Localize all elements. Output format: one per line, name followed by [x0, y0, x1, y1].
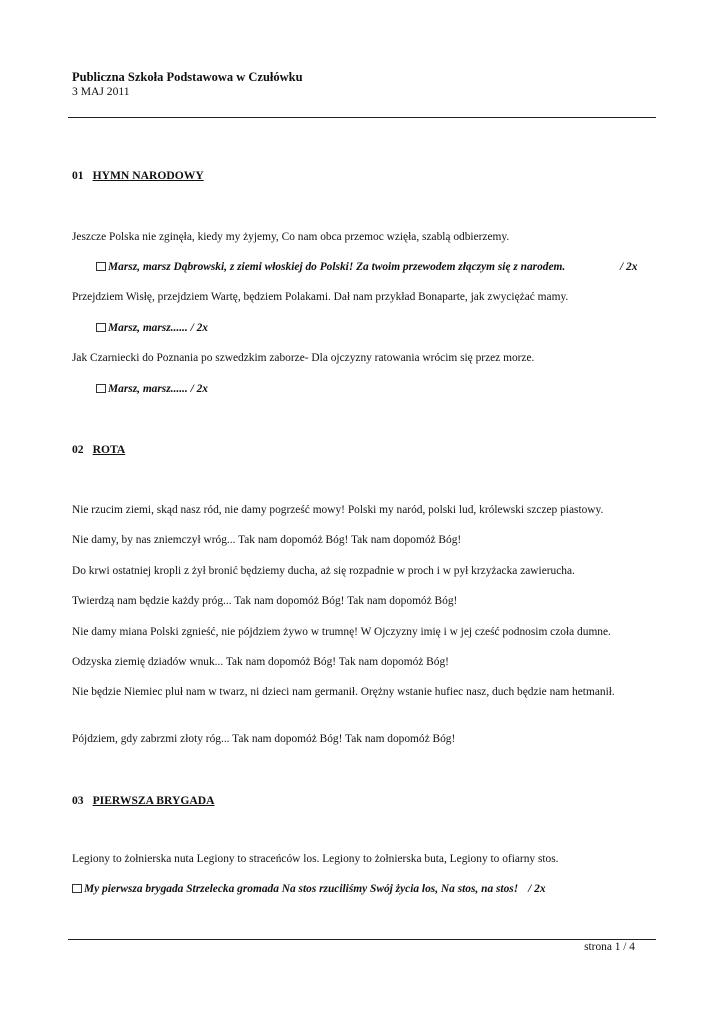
rota-line-1: Nie rzucim ziemi, skąd nasz ród, nie damy pogrześć mowy! Polski my naród, polski lud, królewski szczep piastowy. [72, 504, 604, 516]
rota-line-5: Nie damy miana Polski zgnieść, nie pójdziem żywo w trumnę! W Ojczyzny imię i w jej cześć podnosim czoła dumne. [72, 626, 611, 638]
section-heading-brygada [72, 794, 215, 807]
section-heading-hymn [72, 169, 204, 182]
refrain-repeat: / 2x [528, 883, 546, 895]
hymn-refrain-short-2 [96, 383, 208, 395]
hymn-verse-3: Jak Czarniecki do Poznania po szwedzkim zaborze- Dla ojczyzny ratowania wrócim się przez morze. [72, 352, 535, 364]
section-title: HYMN NARODOWY [92, 169, 204, 182]
rota-line-2: Nie damy, by nas zniemczył wróg... Tak nam dopomóż Bóg! Tak nam dopomóż Bóg! [72, 534, 462, 546]
section-number: 03 [72, 794, 84, 807]
section-title: ROTA [92, 443, 126, 456]
refrain-text: My pierwsza brygada Strzelecka gromada Na stos rzuciliśmy Swój życia los, Na stos, na stos! [84, 883, 519, 895]
hymn-refrain [96, 261, 565, 273]
missing-glyph-icon [72, 884, 82, 893]
brygada-refrain [72, 883, 546, 895]
refrain-text: Marsz, marsz Dąbrowski, z ziemi włoskiej do Polski! Za twoim przewodem złączym się z narodem. [108, 261, 566, 273]
footer-divider [68, 939, 656, 940]
brygada-verse-1: Legiony to żołnierska nuta Legiony to straceńców los. Legiony to żołnierska buta, Legiony to ofiarny stos. [72, 853, 559, 865]
refrain-text: Marsz, marsz...... / 2x [108, 322, 209, 334]
hymn-verse-1: Jeszcze Polska nie zginęła, kiedy my żyjemy, Co nam obca przemoc wzięła, szablą odbierzemy. [72, 231, 510, 243]
missing-glyph-icon [96, 262, 106, 271]
hymn-refrain-short-1 [96, 322, 208, 334]
section-heading-rota [72, 443, 125, 456]
section-number: 02 [72, 443, 84, 456]
rota-line-7: Nie będzie Niemiec pluł nam w twarz, ni dzieci nam germanił. Orężny wstanie hufiec nasz, duch będzie nam hetmanił. [72, 686, 615, 698]
school-name: Publiczna Szkoła Podstawowa w Czułówku [72, 70, 303, 84]
section-title: PIERWSZA BRYGADA [92, 794, 215, 807]
section-number: 01 [72, 169, 84, 182]
page-number: strona 1 / 4 [584, 941, 635, 953]
header-divider [68, 117, 656, 118]
rota-line-4: Twierdzą nam będzie każdy próg... Tak nam dopomóż Bóg! Tak nam dopomóż Bóg! [72, 595, 458, 607]
refrain-text: Marsz, marsz...... / 2x [108, 383, 209, 395]
hymn-verse-2: Przejdziem Wisłę, przejdziem Wartę, będziem Polakami. Dał nam przykład Bonaparte, jak zwyciężać mamy. [72, 291, 569, 303]
rota-line-6: Odzyska ziemię dziadów wnuk... Tak nam dopomóż Bóg! Tak nam dopomóż Bóg! [72, 656, 449, 668]
missing-glyph-icon [96, 384, 106, 393]
rota-line-3: Do krwi ostatniej kropli z żył bronić będziemy ducha, aż się rozpadnie w proch i w pył krzyżacka zawierucha. [72, 565, 575, 577]
refrain-repeat: / 2x [620, 261, 638, 273]
rota-line-8: Pójdziem, gdy zabrzmi złoty róg... Tak nam dopomóż Bóg! Tak nam dopomóż Bóg! [72, 733, 456, 745]
missing-glyph-icon [96, 323, 106, 332]
document-date: 3 MAJ 2011 [72, 85, 130, 98]
